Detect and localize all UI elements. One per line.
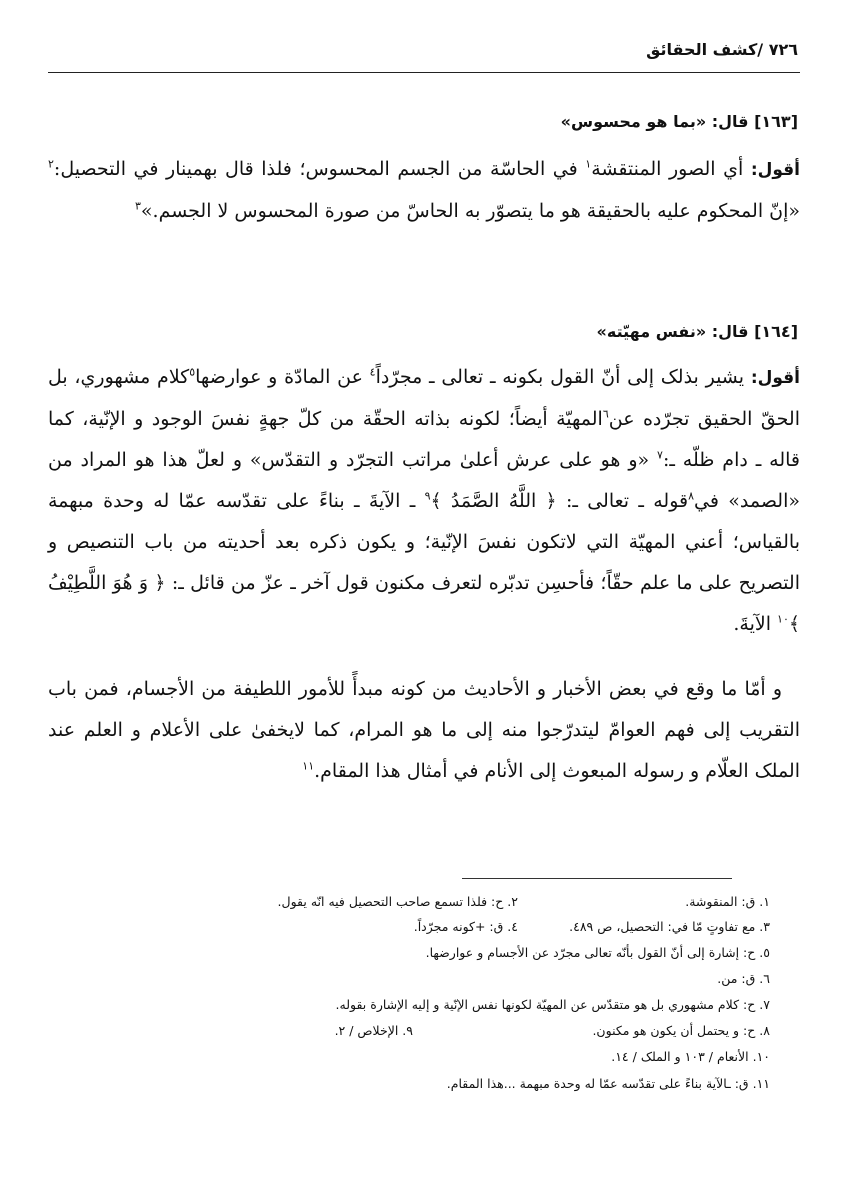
footnote-ref: ٧ (657, 448, 663, 462)
section-163-heading: [١٦٣] قال: «بما هو محسوس» (560, 112, 798, 131)
section-164-heading: [١٦٤] قال: «نفس مهيّته» (596, 322, 798, 341)
footnote-ref: ١١ (302, 759, 315, 773)
footnote-9: ٩. الإخلاص / ٢. (334, 1023, 413, 1038)
footnote-8: ٨. ح: و يحتمل أن يکون هو مکنون. (592, 1023, 770, 1038)
footnote-ref: ٨ (688, 489, 695, 503)
footnote-2: ٢. ح: فلذا تسمع صاحب التحصيل فيه انّه يقول. (277, 894, 518, 909)
footnote-ref: ١٠ (777, 612, 789, 626)
footnote-ref: ٤ (369, 365, 376, 379)
footnote-4: ٤. ق: +کونه مجرّداً. (413, 919, 518, 934)
section-164-paragraph-1: أقول: يشير بذلک إلی أنّ القول بکونه ـ تعالی ـ مجرّداً$^٤$ عن المادّة و عوارضها$^٥$کلام مشهوري، بل الحقّ الحقيق تجرّده عن$^٦$المهيّة أيضاً؛ لکونه بذاته الحقّة من کلّ جهةٍ نفسَ الوجود و الإنّية، کما قاله ـ دام ظلّه ـ:$^٧$ «و هو علی عرش أعلیٰ مراتب التجرّد و التقدّس» و لعلّ هذا هو المراد من «الصمد» في$^٨$قوله ـ تعالی ـ: ﴿ اللَّهُ الصَّمَدُ ﴾$^٩$ ـ الآيةَ ـ بناءً علی تقدّسه عمّا له وحدة مبهمة بالقياس؛ أعني المهيّة التي لاتکون نفسَ الإنّية؛ و يکون ذکره بعد أحديته من باب التنصيص و التصريح علی ما علم حقّاً؛ فأحسِن تدبّره لتعرف مکنون قول آخر ـ عزّ من قائل ـ: ﴿ وَ هُوَ اللَّطِيْفُ ﴾$^{١٠}$ الآيةَ. (48, 365, 800, 635)
section-163-paragraph: أقول: أي الصور المنتقشة$^١$ في الحاسّة من الجسم المحسوس؛ فلذا قال بهمينار في التحصيل:$^٢$ «إنّ المحكوم عليه بالحقيقة هو ما يتصوّر به الحاسّ من صورة المحسوس لا الجسم.»$^٣$ (48, 157, 800, 222)
header-divider (48, 72, 800, 73)
footnote-6: ٦. ق: من. (717, 971, 770, 986)
footnote-ref: ١ (585, 157, 592, 171)
footnote-ref: ٣ (134, 199, 141, 213)
running-header: ٧٢٦ /كشف الحقائق (646, 40, 798, 59)
footnote-11: ١١. ق: ـالآية بناءً علی تقدّسه عمّا له وحدة مبهمة ...هذا المقام. (446, 1076, 770, 1091)
footnote-ref: ٦ (602, 407, 609, 421)
aqul-label: أقول: (750, 160, 800, 180)
aqul-label: أقول: (750, 368, 800, 388)
footnote-7: ٧. ح: کلام مشهوري بل هو متقدّس عن المهيّة لکونها نفس الإنّية و إليه الإشارة بقوله. (335, 997, 770, 1012)
footnote-1: ١. ق: المنقوشة. (685, 894, 770, 909)
footnote-ref: ٢ (48, 157, 54, 171)
footnote-5: ٥. ح: إشارة إلی أنّ القول بأنّه تعالی مجرّد عن الأجسام و عوارضها. (425, 945, 770, 960)
footnote-ref: ٩ (424, 489, 431, 503)
footnote-ref: ٥ (189, 365, 196, 379)
footnote-10: ١٠. الأنعام / ١٠٣ و الملک / ١٤. (611, 1049, 770, 1064)
footnote-divider (462, 878, 732, 879)
section-164-paragraph-2: و أمّا ما وقع في بعض الأخبار و الأحاديث من کونه مبدأً للأمور اللطيفة من الأجسام، فمن باب التقريب إلی فهم العوامّ ليتدرّجوا منه إلی ما هو المرام، کما لايخفیٰ علی الأعلام و العلم عند الملک العلّام و رسوله المبعوث إلی الأنام في أمثال هذا المقام.$^{١١}$ (48, 678, 800, 782)
footnote-3: ٣. مع تفاوتٍ مّا في: التحصيل، ص ٤٨٩. (569, 919, 770, 934)
